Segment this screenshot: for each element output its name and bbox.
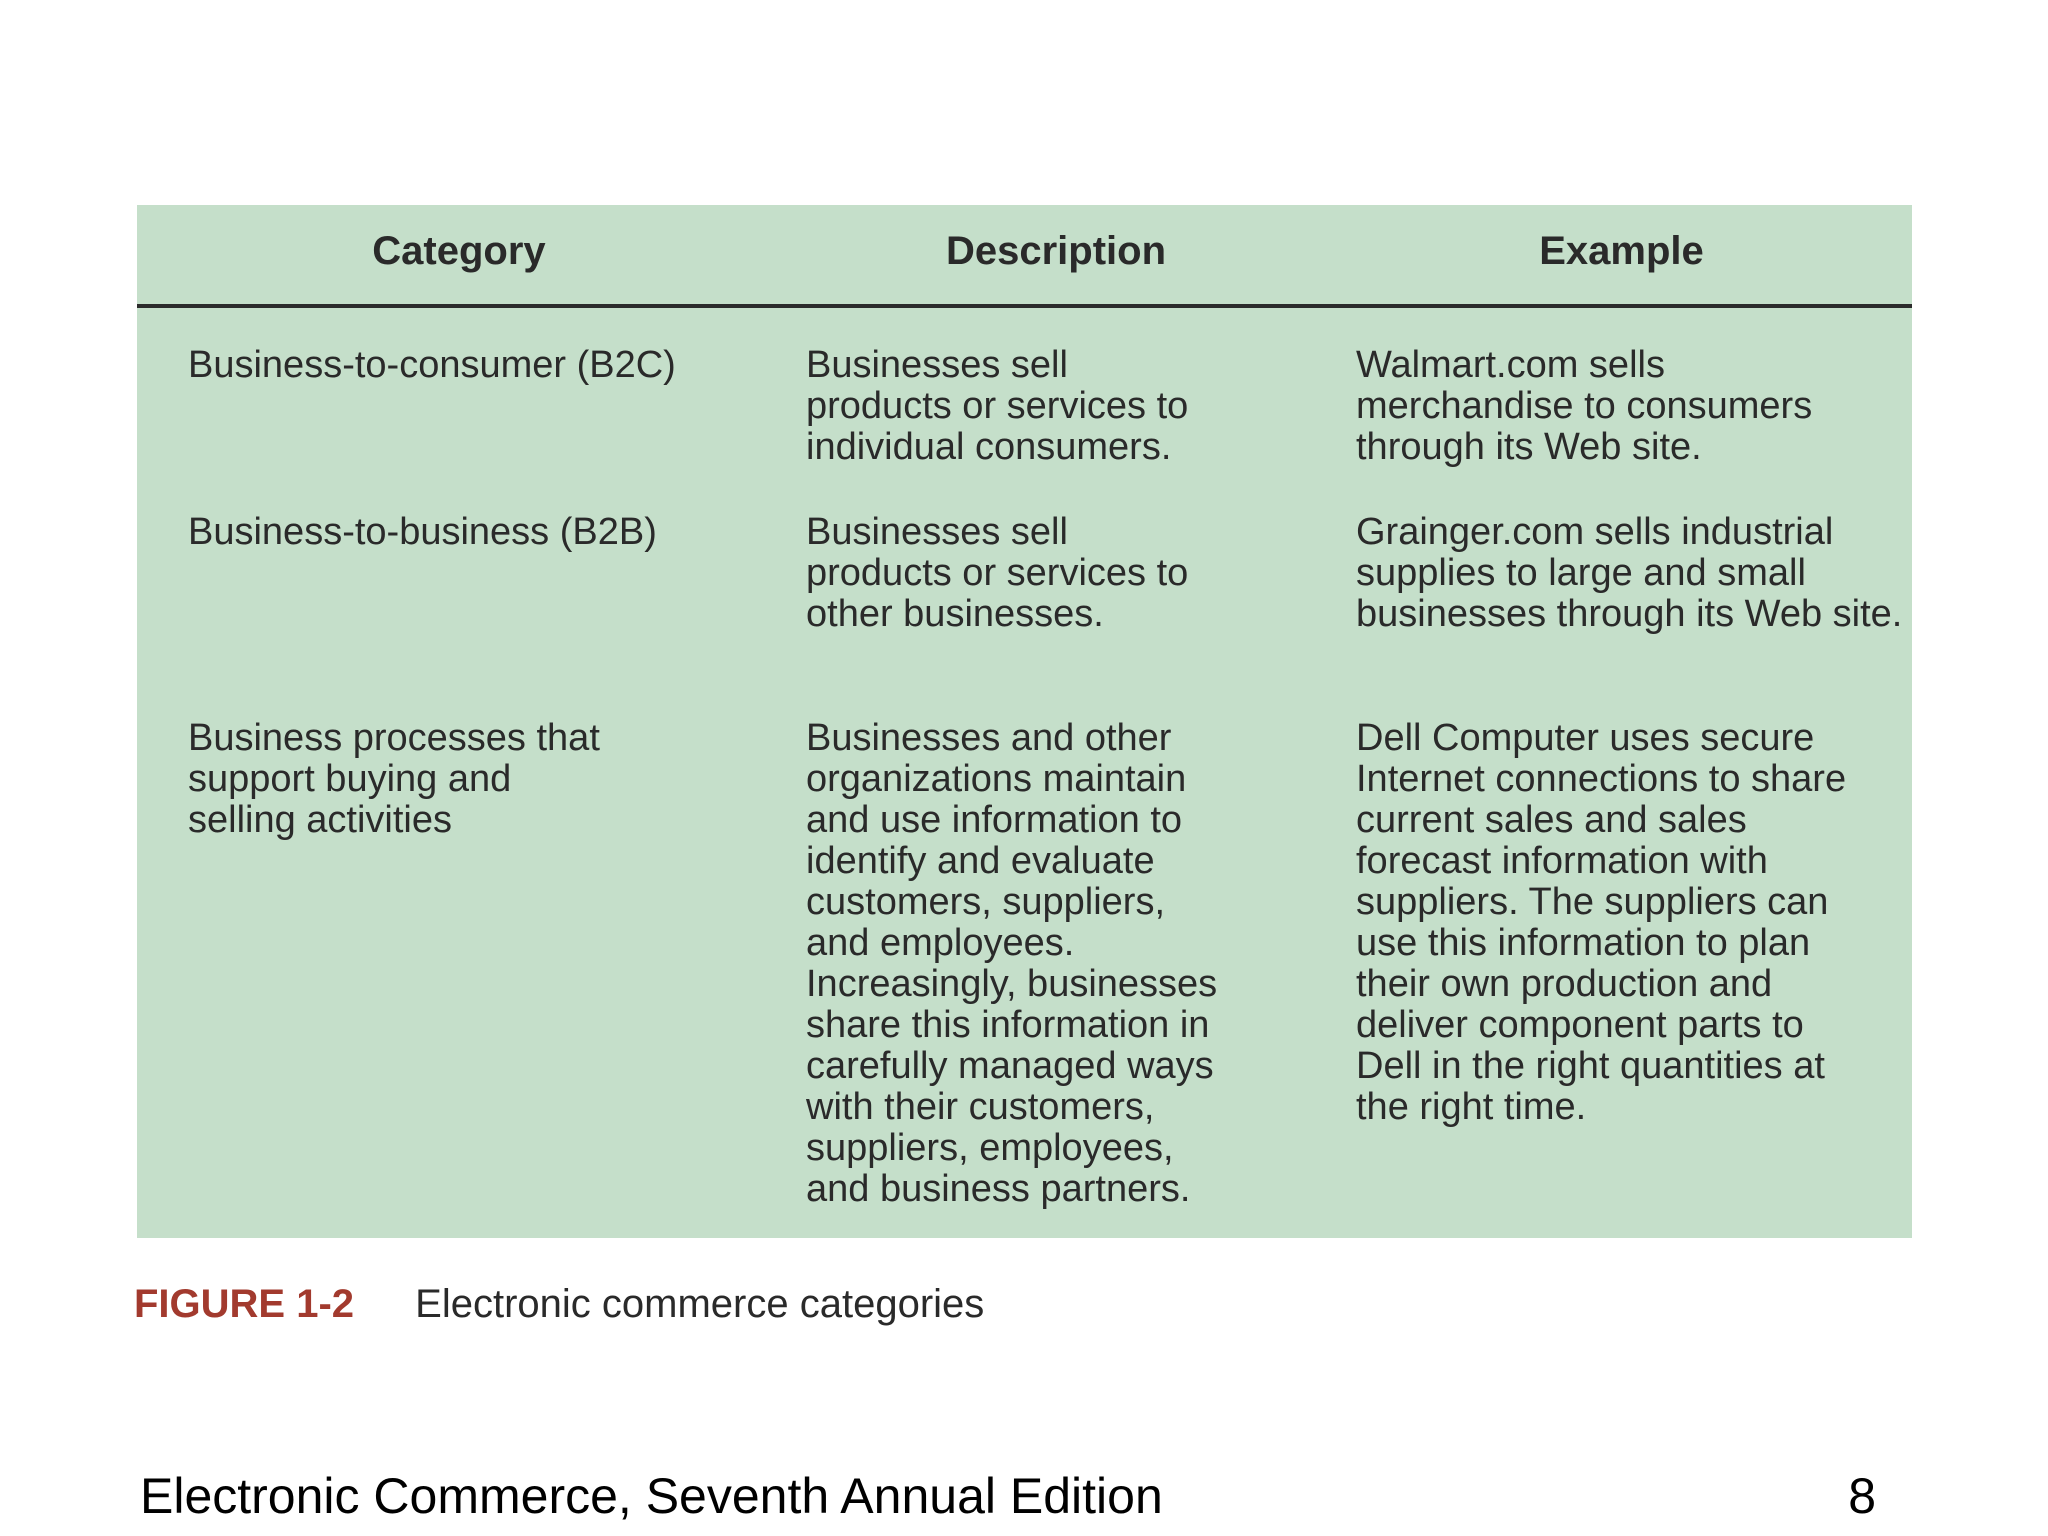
figure-table <box>137 205 1912 1238</box>
figure-label: FIGURE 1-2 <box>134 1282 355 1326</box>
row-1-example: Walmart.com sells merchandise to consumers through its Web site. <box>1356 344 1813 468</box>
footer-title: Electronic Commerce, Seventh Annual Edition <box>140 1468 1163 1524</box>
header-example: Example <box>1539 229 1704 273</box>
header-category: Category <box>372 229 546 273</box>
row-3-description: Businesses and other organizations maintain and use information to identify and evaluate customers, suppliers, and employees. Increasingly, businesses share this information in carefully managed ways with their customers, suppliers, employees, and business partners. <box>806 717 1218 1210</box>
figure-caption-text: Electronic commerce categories <box>415 1282 985 1326</box>
row-1-description: Businesses sell products or services to individual consumers. <box>806 344 1189 468</box>
row-1-category: Business-to-consumer (B2C) <box>188 344 676 386</box>
row-2-category: Business-to-business (B2B) <box>188 511 657 553</box>
row-3-example: Dell Computer uses secure Internet connections to share current sales and sales forecast information with suppliers. The suppliers can use this information to plan their own production and deliver component parts to Dell in the right quantities at the right time. <box>1356 717 1847 1128</box>
page-number: 8 <box>1848 1468 1876 1524</box>
row-3-category: Business processes that support buying and selling activities <box>188 717 600 841</box>
header-description: Description <box>945 229 1167 273</box>
table-header-row <box>137 205 1912 308</box>
row-2-example: Grainger.com sells industrial supplies to large and small businesses through its Web site. <box>1356 511 1903 635</box>
figure-caption <box>134 1282 984 1327</box>
row-2-description: Businesses sell products or services to other businesses. <box>806 511 1189 635</box>
